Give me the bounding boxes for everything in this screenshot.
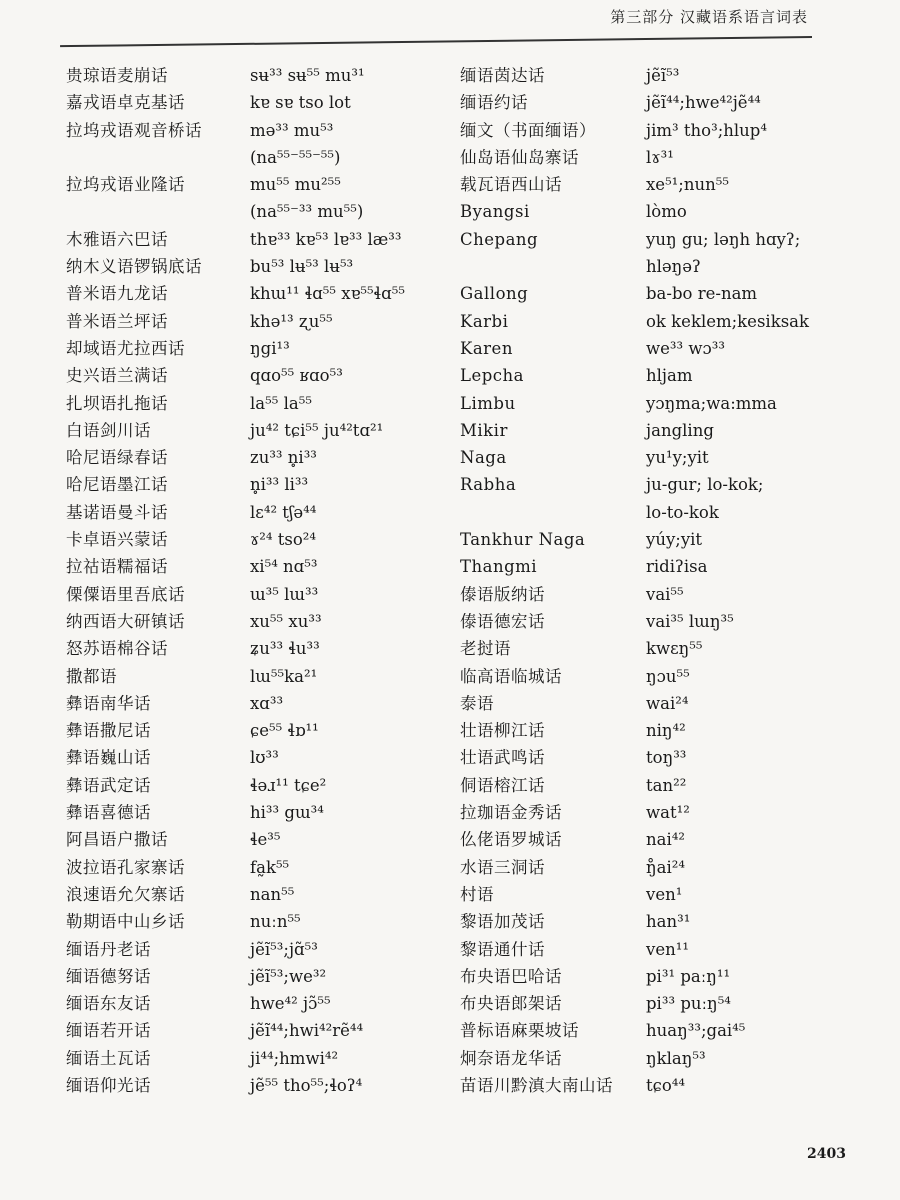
running-header: 第三部分 汉藏语系语言词表 — [610, 8, 808, 26]
word-form: lòmo — [646, 202, 687, 222]
language-name: Thangmi — [460, 557, 538, 577]
word-form: ʑu³³ ɬu³³ — [250, 639, 320, 659]
word-form: hljam — [646, 366, 693, 386]
language-name: 波拉语孔家寨话 — [66, 857, 185, 877]
language-name: 浪速语允欠寨话 — [66, 884, 185, 904]
language-name: 嘉戎语卓克基话 — [66, 93, 185, 113]
word-form: ŋ̊ai²⁴ — [646, 857, 685, 877]
word-form: yɔŋma;wa:mma — [646, 393, 777, 413]
language-name: 侗语榕江话 — [460, 775, 545, 795]
word-form: xɑ³³ — [250, 693, 284, 713]
language-name: Tankhur Naga — [460, 530, 586, 550]
word-form: hləŋəʔ — [646, 257, 701, 277]
language-name: 撒都语 — [66, 666, 117, 686]
word-form: jẽ⁵⁵ tho⁵⁵;ɬoʔ⁴ — [250, 1075, 363, 1095]
word-form: wat¹² — [646, 803, 690, 823]
word-form: tan²² — [646, 775, 687, 795]
word-form: ba-bo re-nam — [646, 284, 758, 304]
language-name: 彝语南华话 — [66, 693, 151, 713]
word-form: nan⁵⁵ — [250, 884, 295, 904]
language-name: 却域语尤拉西话 — [66, 338, 185, 358]
word-form: (na⁵⁵⁻³³ mu⁵⁵) — [250, 202, 364, 222]
language-name: 拉祜语糯福话 — [66, 557, 168, 577]
language-name: 贵琼语麦崩话 — [66, 66, 168, 85]
word-form: nuːn⁵⁵ — [250, 912, 301, 932]
language-name: 水语三洞话 — [460, 857, 545, 877]
word-form: ɯ³⁵ lɯ³³ — [250, 584, 319, 604]
language-name: 傣语版纳话 — [460, 584, 545, 604]
language-name: 哈尼语绿春话 — [66, 448, 168, 468]
language-name: Chepang — [460, 229, 539, 249]
word-form: mə³³ mu⁵³ — [250, 120, 334, 140]
language-name: 黎语通什话 — [460, 939, 545, 959]
language-name: 哈尼语墨江话 — [66, 475, 168, 495]
language-name: 炯奈语龙华话 — [460, 1048, 562, 1068]
word-form: la⁵⁵ la⁵⁵ — [250, 393, 312, 413]
word-form: sʉ³³ sʉ⁵⁵ mu³¹ — [250, 66, 365, 85]
language-name: 仫佬语罗城话 — [460, 830, 562, 850]
language-name: Karen — [460, 338, 513, 358]
page-number: 2403 — [807, 1146, 846, 1162]
word-form: jẽĩ⁴⁴;hwi⁴²rẽ⁴⁴ — [250, 1021, 364, 1041]
word-form: niŋ⁴² — [646, 721, 686, 741]
word-form: ju-gur; lo-kok; — [646, 475, 764, 495]
language-name: 拉珈语金秀话 — [460, 803, 562, 823]
language-name: 基诺语曼斗话 — [66, 502, 168, 522]
word-form: jim³ tho³;hlup⁴ — [646, 120, 767, 140]
language-name: 载瓦语西山话 — [460, 175, 562, 195]
language-name: 老挝语 — [460, 639, 511, 659]
word-form: wai²⁴ — [646, 693, 689, 713]
word-form: tɕo⁴⁴ — [646, 1075, 686, 1095]
language-name: 拉坞戎语观音桥话 — [66, 120, 202, 140]
word-form: khə¹³ ʐu⁵⁵ — [250, 311, 333, 331]
word-form: vai⁵⁵ — [646, 584, 684, 604]
word-form: yúy;yit — [646, 530, 703, 550]
language-name: 纳木义语锣锅底话 — [66, 257, 202, 277]
language-name: 木雅语六巴话 — [66, 229, 168, 249]
language-name: 傈僳语里吾底话 — [66, 584, 185, 604]
language-name: 缅语东友话 — [66, 994, 151, 1014]
language-name: 白语剑川话 — [66, 420, 151, 440]
word-form: ven¹ — [646, 884, 683, 904]
word-form: hwe⁴² jɔ̃⁵⁵ — [250, 994, 331, 1014]
language-name: 普米语兰坪话 — [66, 311, 168, 331]
word-form: lɯ⁵⁵ka²¹ — [250, 666, 318, 686]
word-form: ɬe³⁵ — [250, 830, 281, 850]
language-name: 壮语武鸣话 — [460, 748, 545, 768]
language-name: 彝语撒尼话 — [66, 721, 151, 741]
word-form: n̥i³³ li³³ — [250, 475, 309, 495]
word-form: zu³³ n̥i³³ — [250, 448, 317, 468]
word-form: ven¹¹ — [646, 939, 689, 959]
language-name: 壮语柳江话 — [460, 721, 545, 741]
word-form: xu⁵⁵ xu³³ — [250, 611, 322, 631]
language-name: Limbu — [460, 393, 516, 413]
language-name: 傣语德宏话 — [460, 611, 545, 631]
language-name: Gallong — [460, 284, 529, 304]
language-name: 缅文（书面缅语） — [460, 120, 596, 140]
word-form: lʊ³³ — [250, 748, 279, 768]
language-name: 彝语巍山话 — [66, 748, 151, 768]
word-form: ŋɔu⁵⁵ — [646, 666, 690, 686]
word-form: pi³¹ paːŋ¹¹ — [646, 966, 731, 986]
word-form: ŋklaŋ⁵³ — [646, 1048, 706, 1068]
word-form: jẽĩ⁵³;jɑ̃⁵³ — [250, 939, 318, 959]
language-name: 卡卓语兴蒙话 — [66, 530, 168, 550]
word-form: toŋ³³ — [646, 748, 687, 768]
word-form: lo-to-kok — [646, 502, 719, 522]
language-name: Byangsi — [460, 202, 530, 222]
language-name: 临高语临城话 — [460, 666, 562, 686]
word-form: ɤ²⁴ tso²⁴ — [250, 530, 317, 550]
word-form: fa̰k⁵⁵ — [250, 857, 290, 877]
language-name: 缅语茵达话 — [460, 66, 545, 85]
language-name: Lepcha — [460, 366, 524, 386]
language-name: 史兴语兰满话 — [66, 366, 168, 386]
word-form: yuŋ gu; ləŋh hɑyʔ; — [646, 229, 801, 249]
language-name: Karbi — [460, 311, 509, 331]
word-form: nai⁴² — [646, 830, 685, 850]
word-form: pi³³ puːŋ⁵⁴ — [646, 994, 731, 1014]
language-name: 阿昌语户撒话 — [66, 830, 168, 850]
word-form: jẽĩ⁵³;we³² — [250, 966, 327, 986]
language-name: 缅语仰光话 — [66, 1075, 151, 1095]
language-name: 布央语巴哈话 — [460, 966, 562, 986]
language-name: 扎坝语扎拖话 — [66, 393, 168, 413]
language-name: 缅语约话 — [460, 93, 528, 113]
language-name: 彝语喜德话 — [66, 803, 151, 823]
language-name: 苗语川黔滇大南山话 — [460, 1075, 613, 1095]
header-rule — [60, 36, 812, 47]
word-form: han³¹ — [646, 912, 691, 932]
language-name: Mikir — [460, 420, 508, 440]
word-form: xe⁵¹;nun⁵⁵ — [646, 175, 729, 195]
language-name: 泰语 — [460, 693, 494, 713]
language-name: 黎语加茂话 — [460, 912, 545, 932]
language-name: 普米语九龙话 — [66, 284, 168, 304]
word-form: huaŋ³³;gai⁴⁵ — [646, 1021, 746, 1041]
language-name: 布央语郎架话 — [460, 994, 562, 1014]
word-form: lɛ⁴² tʃə⁴⁴ — [250, 502, 317, 522]
word-form: yu¹y;yit — [646, 448, 709, 468]
language-name: 彝语武定话 — [66, 775, 151, 795]
word-form: lɤ³¹ — [646, 147, 674, 167]
language-name: 缅语丹老话 — [66, 939, 151, 959]
word-form: ok keklem;kesiksak — [646, 311, 809, 331]
word-form: kɐ sɐ tso lot — [250, 93, 351, 113]
language-name: Naga — [460, 448, 507, 468]
language-name: 缅语土瓦话 — [66, 1048, 151, 1068]
language-name: 村语 — [460, 884, 494, 904]
word-form: we³³ wɔ³³ — [646, 338, 725, 358]
word-form: (na⁵⁵⁻⁵⁵⁻⁵⁵) — [250, 147, 341, 167]
language-name: 勒期语中山乡话 — [66, 912, 185, 932]
language-name: 仙岛语仙岛寨话 — [460, 147, 579, 167]
word-form: hi³³ gɯ³⁴ — [250, 803, 324, 823]
language-name: 普标语麻栗坡话 — [460, 1021, 579, 1041]
word-form: jangling — [646, 420, 714, 440]
word-form: jẽĩ⁵³ — [646, 66, 680, 85]
word-form: thɐ³³ kɐ⁵³ lɐ³³ læ³³ — [250, 229, 402, 249]
word-form: xi⁵⁴ nɑ⁵³ — [250, 557, 318, 577]
language-name: 纳西语大研镇话 — [66, 611, 185, 631]
language-name: Rabha — [460, 475, 517, 495]
word-form: qɑo⁵⁵ ʁɑo⁵³ — [250, 366, 343, 386]
language-name: 缅语德努话 — [66, 966, 151, 986]
word-form: ɕe⁵⁵ ɬɒ¹¹ — [250, 721, 319, 741]
word-form: ji⁴⁴;hmwi⁴² — [250, 1048, 339, 1068]
word-form: kwɛŋ⁵⁵ — [646, 639, 703, 659]
word-form: khɯ¹¹ ɬɑ⁵⁵ xɐ⁵⁵ɬɑ⁵⁵ — [250, 284, 405, 304]
word-form: ju⁴² tɕi⁵⁵ ju⁴²tɑ²¹ — [250, 420, 384, 440]
language-name: 拉坞戎语业隆话 — [66, 175, 185, 195]
word-form: mu⁵⁵ mu²⁵⁵ — [250, 175, 341, 195]
word-form: jẽĩ⁴⁴;hwe⁴²jẽ⁴⁴ — [646, 93, 761, 113]
word-form: ŋgi¹³ — [250, 338, 290, 358]
word-form: ɬəɹ¹¹ tɕe² — [250, 775, 327, 795]
word-form: vai³⁵ lɯŋ³⁵ — [646, 611, 734, 631]
language-name: 缅语若开话 — [66, 1021, 151, 1041]
word-form: bu⁵³ lʉ⁵³ lʉ⁵³ — [250, 257, 354, 277]
word-form: ridiʔisa — [646, 557, 708, 577]
language-name: 怒苏语棉谷话 — [66, 639, 168, 659]
